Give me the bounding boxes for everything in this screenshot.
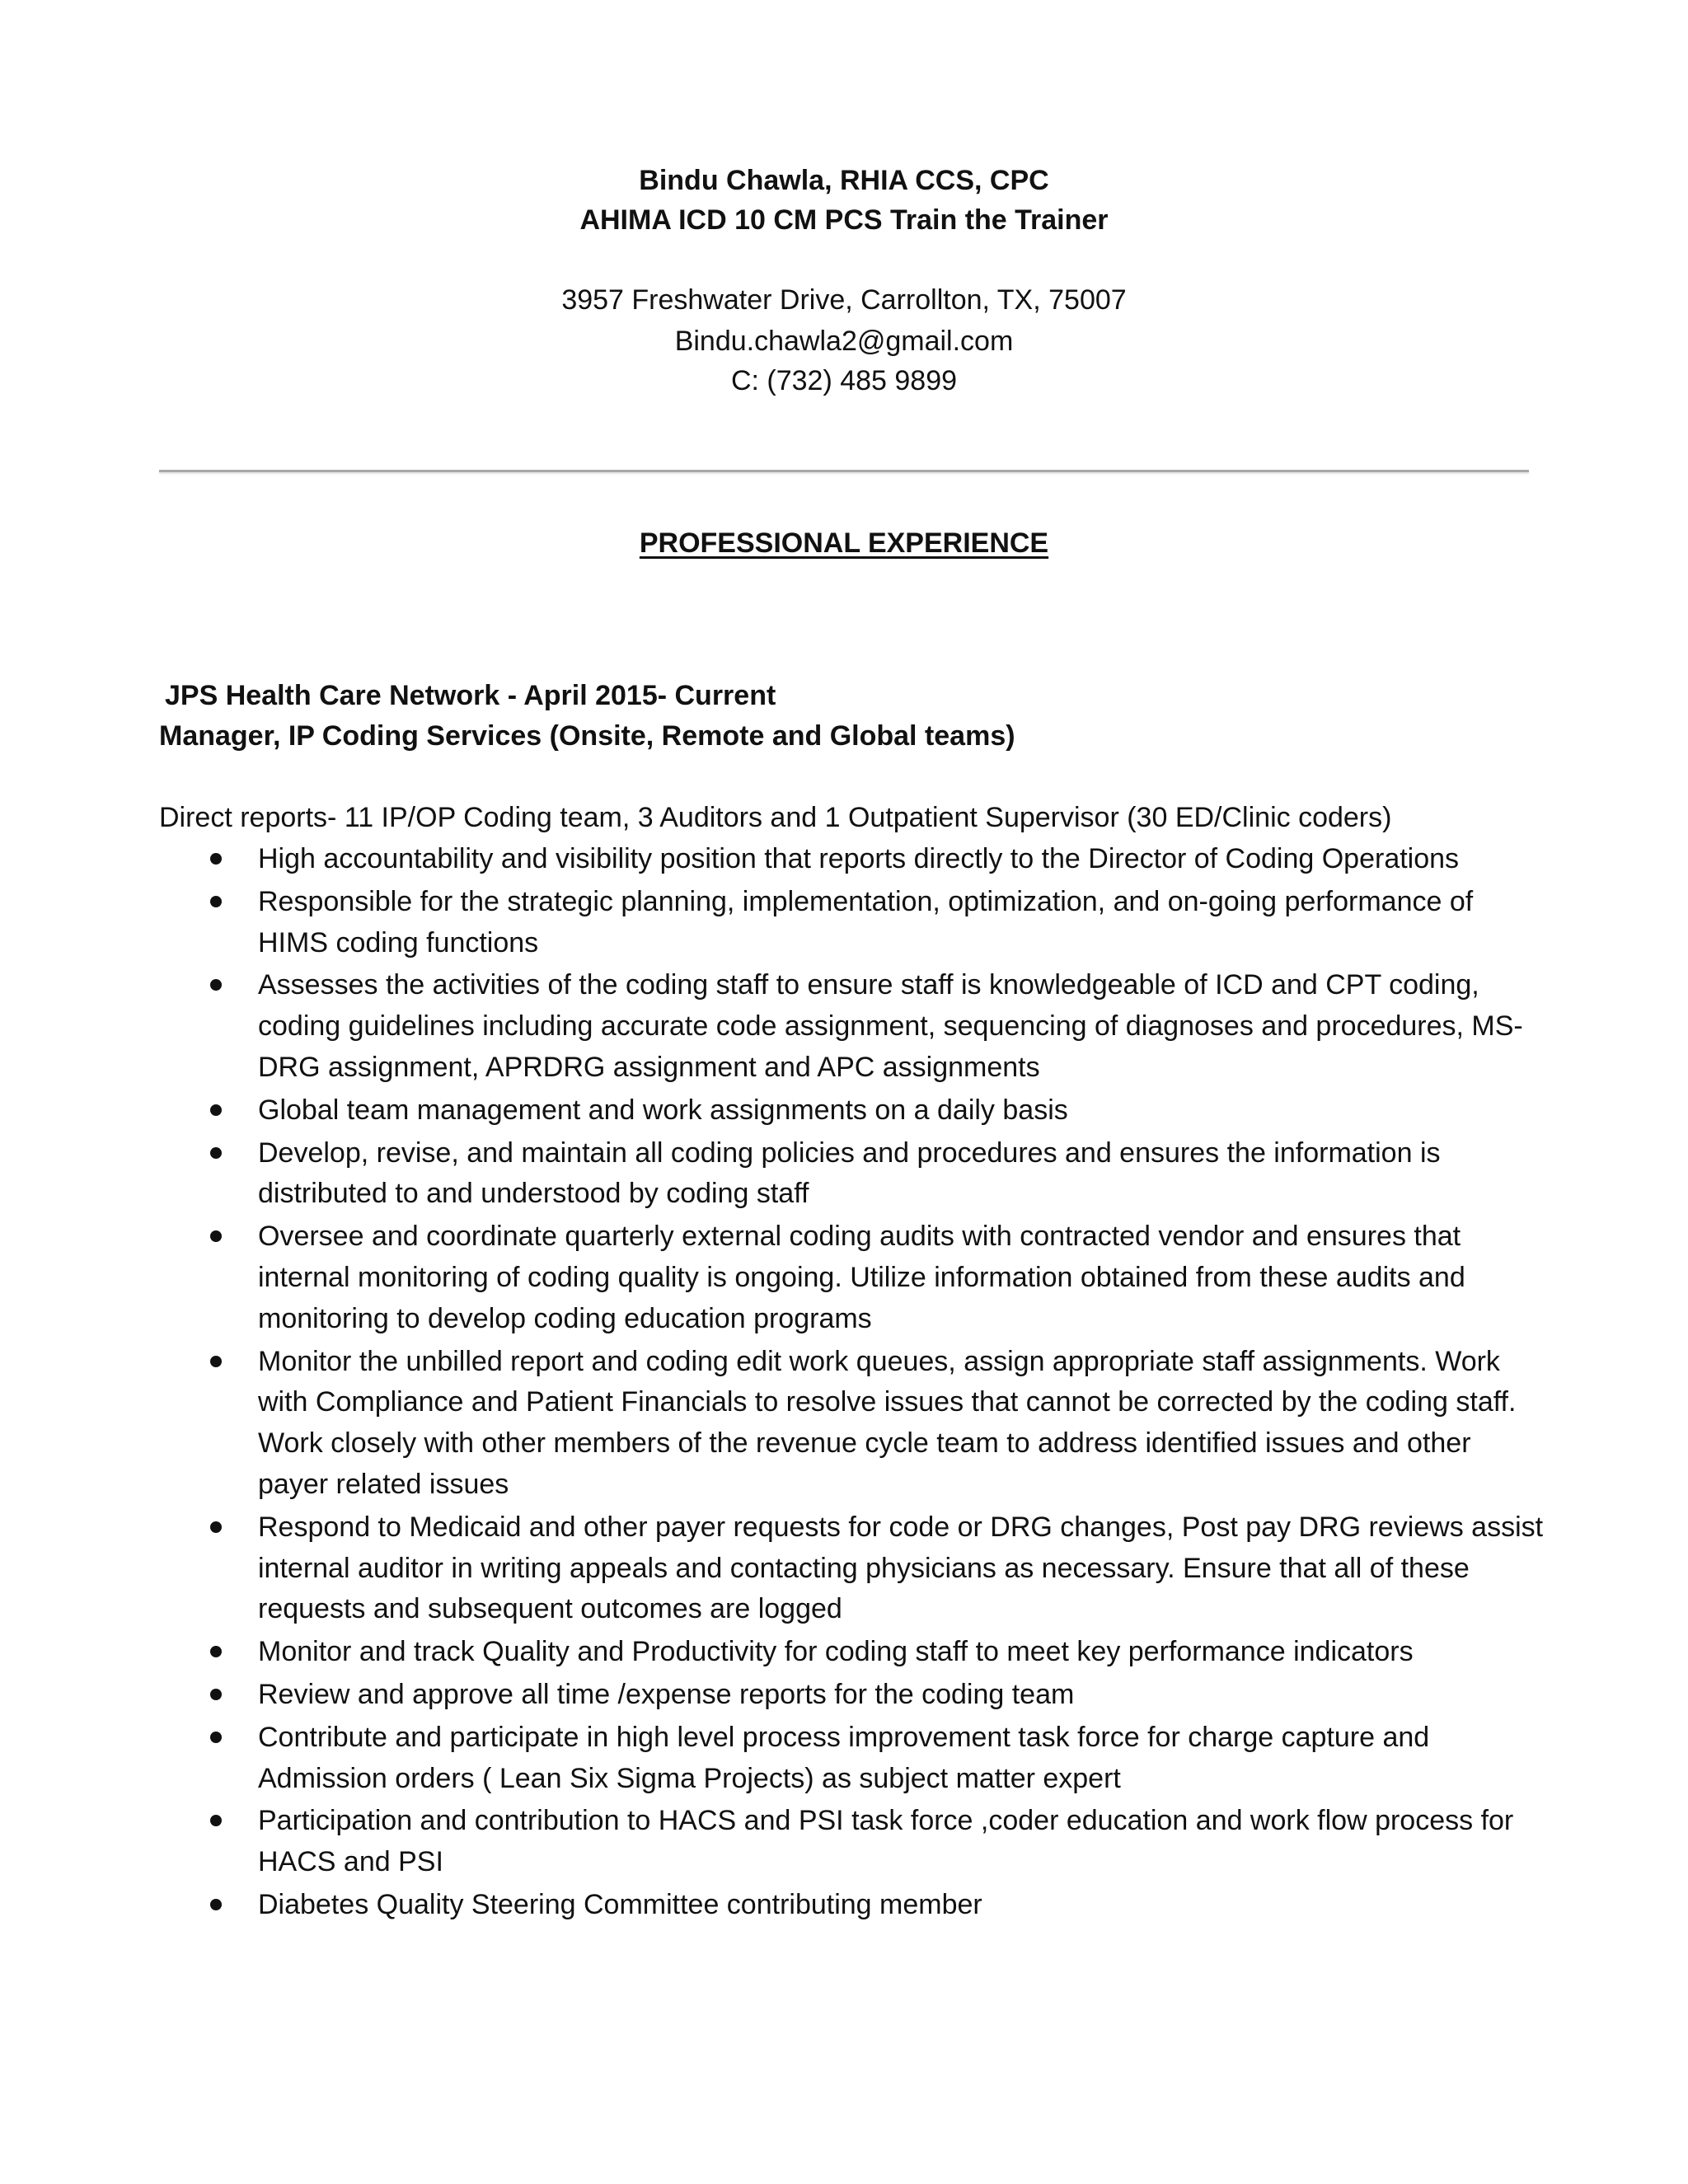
list-item bbox=[159, 1133, 1544, 1216]
bullet-icon bbox=[210, 1104, 222, 1116]
list-item-text: Global team management and work assignments on a daily basis bbox=[258, 1094, 1068, 1126]
candidate-name: Bindu Chawla, RHIA CCS, CPC bbox=[639, 165, 1049, 196]
list-item bbox=[159, 1632, 1544, 1673]
list-item bbox=[159, 1885, 1544, 1926]
bullet-icon bbox=[210, 1230, 222, 1242]
list-item bbox=[159, 1342, 1544, 1506]
list-item bbox=[159, 1801, 1544, 1883]
bullet-icon bbox=[210, 1689, 222, 1700]
list-item bbox=[159, 1216, 1544, 1339]
bullet-icon bbox=[210, 896, 222, 907]
contact-email: Bindu.chawla2@gmail.com bbox=[674, 326, 1014, 357]
list-item-text: Review and approve all time /expense reports for the coding team bbox=[258, 1678, 1075, 1710]
contact-address: 3957 Freshwater Drive, Carrollton, TX, 75007 bbox=[561, 284, 1127, 316]
list-item bbox=[159, 1507, 1544, 1630]
bullet-icon bbox=[210, 1646, 222, 1657]
job-title: Manager, IP Coding Services (Onsite, Remote and Global teams) bbox=[159, 720, 1015, 752]
candidate-credential: AHIMA ICD 10 CM PCS Train the Trainer bbox=[579, 204, 1109, 236]
bullet-icon bbox=[210, 1732, 222, 1743]
list-item-text: Contribute and participate in high level process improvement task force for charge capture and Admission orders ( Lean Six Sigma Projects) as subject matter expert bbox=[258, 1721, 1430, 1794]
section-title-professional-experience: PROFESSIONAL EXPERIENCE bbox=[639, 527, 1049, 559]
bullet-icon bbox=[210, 979, 222, 991]
list-item bbox=[159, 1718, 1544, 1800]
list-item-text: High accountability and visibility position that reports directly to the Director of Coding Operations bbox=[258, 843, 1460, 874]
list-item-text: Responsible for the strategic planning, implementation, optimization, and on-going performance of HIMS coding functions bbox=[258, 885, 1474, 958]
responsibilities-list bbox=[159, 839, 1544, 1928]
list-item-text: Monitor the unbilled report and coding edit work queues, assign appropriate staff assignments. Work with Compliance and Patient Financials to resolve issues that cannot be corrected by the coding staff. Work closely with other members of the revenue cycle team to address identified issues and other payer related issues bbox=[258, 1345, 1517, 1500]
bullet-icon bbox=[210, 1815, 222, 1826]
list-item-text: Monitor and track Quality and Productivity for coding staff to meet key performance indicators bbox=[258, 1636, 1414, 1668]
bullet-icon bbox=[210, 853, 222, 865]
list-item bbox=[159, 839, 1544, 880]
list-item-text: Diabetes Quality Steering Committee contributing member bbox=[258, 1888, 982, 1920]
list-item-text: Oversee and coordinate quarterly external coding audits with contracted vendor and ensures that internal monitoring of coding quality is ongoing. Utilize information obtained from these audits and monitoring to develop coding education programs bbox=[258, 1221, 1465, 1334]
list-item-text: Develop, revise, and maintain all coding policies and procedures and ensures the information is distributed to and understood by coding staff bbox=[258, 1137, 1441, 1210]
contact-phone: C: (732) 485 9899 bbox=[730, 365, 958, 396]
bullet-icon bbox=[210, 1899, 222, 1910]
list-item-text: Participation and contribution to HACS and PSI task force ,coder education and work flow process for HACS and PSI bbox=[258, 1805, 1514, 1878]
list-item bbox=[159, 882, 1544, 964]
list-item bbox=[159, 1675, 1544, 1716]
header-divider bbox=[159, 470, 1529, 472]
bullet-icon bbox=[210, 1521, 222, 1533]
bullet-icon bbox=[210, 1147, 222, 1159]
job-employer: JPS Health Care Network - April 2015- Current bbox=[165, 680, 776, 711]
list-item-text: Respond to Medicaid and other payer requests for code or DRG changes, Post pay DRG reviews assist internal auditor in writing appeals and contacting physicians as necessary. Ensure that all of these requests and subsequent outcomes are logged bbox=[258, 1511, 1544, 1625]
list-item-text: Assesses the activities of the coding staff to ensure staff is knowledgeable of ICD and CPT coding, coding guidelines including accurate code assignment, sequencing of diagnoses and procedures, MS-DRG assignment, APRDRG assignment and APC assignments bbox=[258, 969, 1523, 1083]
bullet-icon bbox=[210, 1356, 222, 1367]
list-item bbox=[159, 1090, 1544, 1132]
direct-reports: Direct reports- 11 IP/OP Coding team, 3 Auditors and 1 Outpatient Supervisor (30 ED/Clinic coders) bbox=[159, 802, 1392, 833]
list-item bbox=[159, 965, 1544, 1088]
